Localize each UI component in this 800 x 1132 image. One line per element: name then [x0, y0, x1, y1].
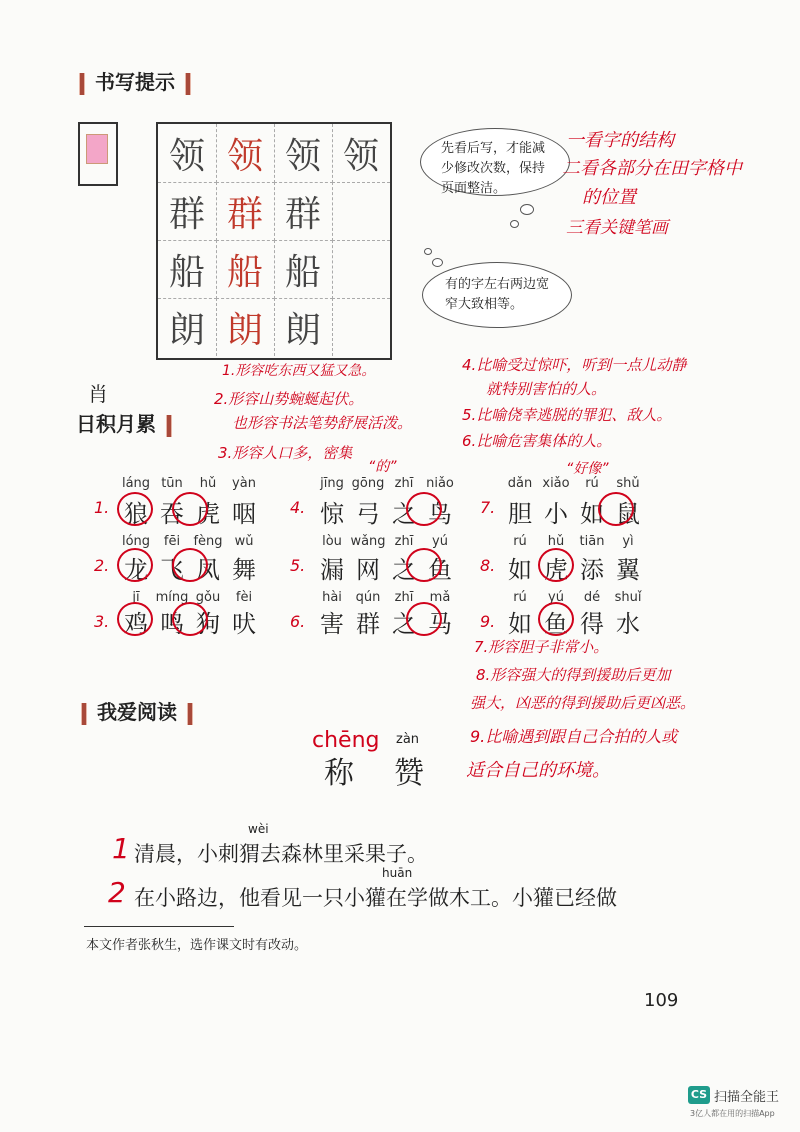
circle-mark	[406, 602, 442, 636]
pinyin: hǔ	[199, 476, 217, 491]
pinyin: xiǎo	[542, 476, 570, 491]
pinyin: mǎ	[429, 590, 451, 605]
bubble-dot	[520, 204, 534, 215]
color-swatch-box	[78, 122, 118, 186]
pinyin: rú	[513, 590, 527, 605]
bubble-dot	[424, 248, 432, 255]
watermark-title: 扫描全能王	[714, 1090, 780, 1105]
idiom-number: 2.	[94, 556, 110, 575]
hanzi: 鸟	[428, 500, 452, 528]
reading-title-char: 赞	[394, 756, 424, 791]
hanzi: 鸡	[124, 610, 148, 638]
handwritten-note: 三看关键笔画	[566, 218, 668, 238]
ornament-icon	[185, 73, 191, 95]
hanzi: 龙	[124, 556, 148, 584]
pinyin: yàn	[232, 476, 256, 491]
hanzi: 胆	[508, 500, 532, 528]
pinyin: míng	[155, 590, 189, 605]
hanzi: 添	[580, 556, 604, 584]
bubble-dot	[432, 258, 443, 267]
pinyin: wǎng	[350, 534, 386, 549]
circle-mark	[598, 492, 634, 526]
title-pinyin-handwritten: chēng	[312, 728, 380, 753]
circle-mark	[538, 548, 574, 582]
pinyin: gōng	[351, 476, 385, 491]
idiom-number: 9.	[480, 612, 496, 631]
paragraph-text: 在小路边，他看见一只小獾在学做木工。小獾已经做	[134, 886, 617, 910]
grid-cell: 领	[216, 124, 275, 183]
section-header-writing	[76, 66, 194, 95]
grid-cell	[332, 298, 390, 356]
section-title: 书写提示	[94, 70, 175, 94]
hanzi: 如	[508, 610, 532, 638]
grid-cell: 船	[216, 240, 275, 299]
hanzi: 之	[392, 500, 416, 528]
writing-grid	[156, 122, 392, 360]
section-title: 我爱阅读	[96, 700, 177, 724]
pinyin: qún	[355, 590, 381, 605]
hanzi: 害	[320, 610, 344, 638]
tip-bubble-2	[422, 262, 572, 328]
hanzi: 水	[616, 610, 640, 638]
pinyin: lòu	[322, 534, 342, 549]
pinyin: láng	[121, 476, 151, 491]
handwritten-mark: 肖	[88, 382, 108, 406]
handwritten-note: 5.比喻侥幸逃脱的罪犯、敌人。	[462, 406, 672, 424]
pinyin: gǒu	[195, 590, 221, 605]
grid-cell	[332, 182, 390, 241]
idiom-number: 5.	[290, 556, 306, 575]
handwritten-note: 的位置	[582, 187, 636, 208]
pinyin: rú	[585, 476, 599, 491]
pinyin: niǎo	[426, 476, 454, 491]
pinyin: hài	[322, 590, 342, 605]
circle-mark	[406, 548, 442, 582]
hanzi: 群	[356, 610, 380, 638]
scanner-logo-icon: CS	[688, 1086, 710, 1104]
hanzi: 鱼	[428, 556, 452, 584]
ornament-icon	[79, 73, 85, 95]
hanzi: 舞	[232, 556, 256, 584]
pinyin: shuǐ	[614, 590, 642, 605]
paragraph-number: 1	[112, 832, 130, 865]
hanzi: 鼠	[616, 500, 640, 528]
hanzi: 惊	[320, 500, 344, 528]
pinyin: fèng	[193, 534, 223, 549]
pinyin: dǎn	[507, 476, 533, 491]
pinyin: fēi	[163, 534, 181, 549]
hanzi: 翼	[616, 556, 640, 584]
hanzi: 漏	[320, 556, 344, 584]
bubble-dot	[510, 220, 519, 228]
paragraph-number: 2	[108, 876, 126, 909]
paragraph-text: 清晨，小刺猬去森林里采果子。	[134, 842, 428, 866]
handwritten-note: “的”	[368, 459, 397, 475]
circle-mark	[117, 548, 153, 582]
hanzi: 小	[544, 500, 568, 528]
grid-cell: 朗	[274, 298, 333, 356]
handwritten-note: 一看字的结构	[566, 130, 674, 151]
handwritten-note: 适合自己的环境。	[466, 760, 610, 781]
tip-text: 有的字左右两边宽窄大致相等。	[445, 277, 550, 312]
ruby-pinyin: huān	[382, 866, 413, 880]
grid-cell	[332, 240, 390, 299]
idiom-number: 6.	[290, 612, 306, 631]
handwritten-note: 8.形容强大的得到援助后更加	[476, 666, 671, 684]
hanzi: 虎	[196, 500, 220, 528]
tip-bubble-1	[420, 128, 570, 196]
handwritten-note: 也形容书法笔势舒展活泼。	[232, 414, 413, 432]
idiom-number: 4.	[290, 498, 306, 517]
pinyin: dé	[583, 590, 601, 605]
hanzi: 鸣	[160, 610, 184, 638]
section-header-accumulate	[76, 408, 175, 437]
circle-mark	[117, 602, 153, 636]
handwritten-note: 2.形容山势蜿蜒起伏。	[214, 390, 364, 408]
grid-cell: 朗	[158, 298, 217, 356]
hanzi: 得	[580, 610, 604, 638]
handwritten-note: “好像”	[566, 461, 609, 477]
circle-mark	[172, 492, 208, 526]
grid-cell: 群	[274, 182, 333, 241]
hanzi: 马	[428, 610, 452, 638]
grid-cell: 船	[158, 240, 217, 299]
pinyin: rú	[513, 534, 527, 549]
handwritten-note: 7.形容胆子非常小。	[474, 638, 609, 656]
circle-mark	[117, 492, 153, 526]
page-number: 109	[644, 990, 679, 1011]
grid-cell: 朗	[216, 298, 275, 356]
grid-cell: 船	[274, 240, 333, 299]
hanzi: 虎	[544, 556, 568, 584]
idiom-number: 1.	[94, 498, 110, 517]
hanzi: 吞	[160, 500, 184, 528]
circle-mark	[172, 548, 208, 582]
circle-mark	[406, 492, 442, 526]
pinyin: shǔ	[616, 476, 640, 491]
pinyin: yú	[432, 534, 448, 549]
grid-cell: 领	[332, 124, 390, 183]
hanzi: 狗	[196, 610, 220, 638]
hanzi: 弓	[356, 500, 380, 528]
pinyin: fèi	[235, 590, 253, 605]
grid-cell: 群	[216, 182, 275, 241]
circle-mark	[172, 602, 208, 636]
pinyin: tiān	[579, 534, 605, 549]
pinyin: jī	[132, 590, 140, 605]
handwritten-note: 二看各部分在田字格中	[562, 158, 742, 179]
pinyin: lóng	[121, 534, 151, 549]
handwritten-note: 9.比喻遇到跟自己合拍的人或	[470, 727, 678, 746]
hanzi: 之	[392, 610, 416, 638]
hanzi: 如	[508, 556, 532, 584]
hanzi: 咽	[232, 500, 256, 528]
grid-cell: 领	[274, 124, 333, 183]
pinyin: zhī	[394, 534, 414, 549]
pinyin: zhī	[394, 590, 414, 605]
handwritten-note: 6.比喻危害集体的人。	[462, 432, 612, 450]
ornament-icon	[81, 703, 87, 725]
hanzi: 狼	[124, 500, 148, 528]
tip-text: 先看后写，才能减少修改次数，保持页面整洁。	[441, 141, 546, 196]
watermark-subtitle: 3亿人都在用的扫描App	[690, 1109, 775, 1118]
handwritten-note: 就特别害怕的人。	[486, 380, 607, 398]
hanzi: 之	[392, 556, 416, 584]
pinyin: jīng	[320, 476, 344, 491]
hanzi: 如	[580, 500, 604, 528]
footnote-divider	[84, 926, 234, 927]
pinyin: wǔ	[234, 534, 254, 549]
handwritten-note: 3.形容人口多，密集	[218, 444, 353, 462]
ornament-icon	[166, 415, 172, 437]
pinyin: tūn	[161, 476, 183, 491]
idiom-number: 8.	[480, 556, 496, 575]
idiom-number: 3.	[94, 612, 110, 631]
grid-cell: 群	[158, 182, 217, 241]
hanzi: 吠	[232, 610, 256, 638]
section-header-reading	[78, 696, 196, 725]
hanzi: 网	[356, 556, 380, 584]
handwritten-note: 1.形容吃东西又猛又急。	[222, 363, 376, 379]
pinyin: yì	[622, 534, 634, 549]
hanzi: 飞	[160, 556, 184, 584]
ruby-pinyin: wèi	[248, 822, 269, 836]
handwritten-note: 强大，凶恶的得到援助后更凶恶。	[470, 694, 696, 712]
idiom-number: 7.	[480, 498, 496, 517]
pinyin: hǔ	[547, 534, 565, 549]
footnote: 本文作者张秋生，选作课文时有改动。	[86, 938, 308, 953]
ornament-icon	[187, 703, 193, 725]
pinyin: zhī	[394, 476, 414, 491]
hanzi: 鱼	[544, 610, 568, 638]
reading-title-char: 称	[324, 756, 354, 791]
section-title: 日积月累	[76, 412, 156, 436]
title-pinyin: zàn	[396, 732, 420, 747]
handwritten-note: 4.比喻受过惊吓，听到一点儿动静	[462, 356, 687, 374]
pinyin: yú	[548, 590, 564, 605]
hanzi: 凤	[196, 556, 220, 584]
pink-swatch	[86, 134, 108, 164]
circle-mark	[538, 602, 574, 636]
grid-cell: 领	[158, 124, 217, 183]
